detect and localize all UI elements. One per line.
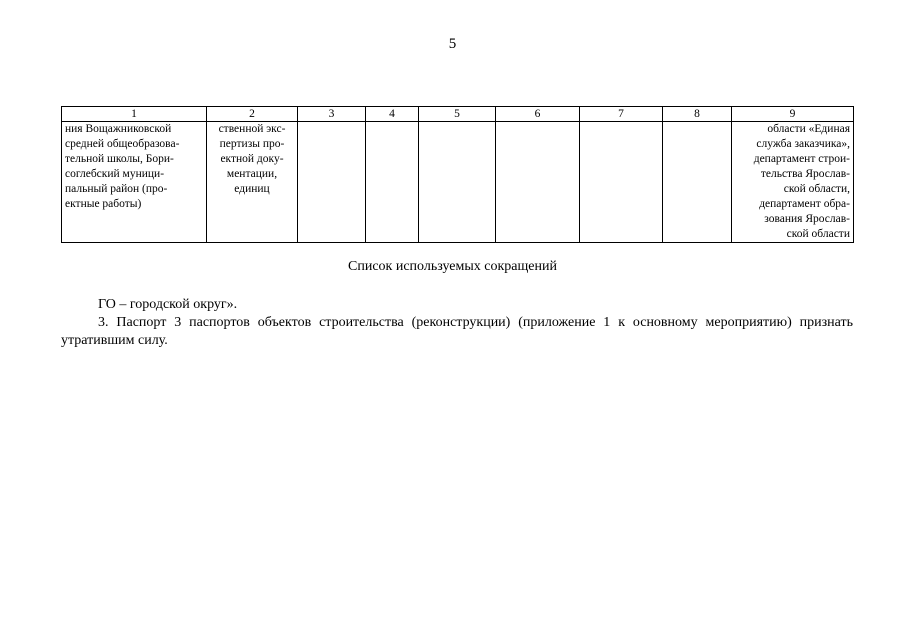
column-header-3: 3: [298, 107, 366, 122]
table-header-row: [62, 107, 854, 122]
cell-empty-4: [366, 122, 419, 243]
cell-empty-8: [663, 122, 732, 243]
cell-empty-3: [298, 122, 366, 243]
cell-text-line: ектные работы): [65, 198, 142, 210]
cell-text-line: ской области,: [783, 183, 850, 195]
paragraph-abbreviation: ГО – городской округ».: [98, 297, 238, 312]
cell-text-line: тельства Ярослав-: [760, 168, 850, 180]
cell-text-line: ственной экс-: [218, 123, 286, 135]
cell-text-line: служба заказчика»,: [756, 138, 850, 150]
column-header-1: 1: [62, 107, 207, 122]
cell-responsible: [732, 122, 854, 243]
column-header-9: 9: [732, 107, 854, 122]
cell-empty-7: [580, 122, 663, 243]
table-row: [62, 122, 854, 243]
abbreviations-title: Список используемых сокращений: [348, 259, 557, 274]
column-header-7: 7: [580, 107, 663, 122]
column-header-4: 4: [366, 107, 419, 122]
column-header-8: 8: [663, 107, 732, 122]
page-number: 5: [448, 36, 457, 52]
cell-empty-6: [496, 122, 580, 243]
cell-text-line: пальный район (про-: [65, 183, 168, 195]
cell-indicator: [207, 122, 298, 243]
cell-text-line: пертизы про-: [219, 138, 285, 150]
cell-text-line: зования Ярослав-: [764, 213, 850, 225]
cell-text-line: ментации,: [226, 168, 278, 180]
document-table: [61, 106, 854, 243]
column-header-2: 2: [207, 107, 298, 122]
cell-text-line: соглебский муници-: [65, 168, 165, 180]
cell-text-line: единиц: [234, 183, 270, 195]
cell-text-line: области «Единая: [767, 123, 850, 135]
column-header-5: 5: [419, 107, 496, 122]
column-header-6: 6: [496, 107, 580, 122]
cell-text-line: департамент строи-: [753, 153, 850, 165]
cell-empty-5: [419, 122, 496, 243]
paragraph-item-3: 3. Паспорт 3 паспортов объектов строительства (реконструкции) (приложение 1 к основному мероприятию) признать утратившим силу.: [61, 315, 853, 348]
cell-text-line: департамент обра-: [759, 198, 850, 210]
cell-text-line: ской области: [786, 228, 850, 240]
cell-object-name: [62, 122, 207, 243]
cell-text-line: тельной школы, Бори-: [65, 153, 174, 165]
cell-text-line: ния Вощажниковской: [65, 123, 172, 135]
cell-text-line: ектной доку-: [220, 153, 284, 165]
cell-text-line: средней общеобразова-: [65, 138, 180, 150]
